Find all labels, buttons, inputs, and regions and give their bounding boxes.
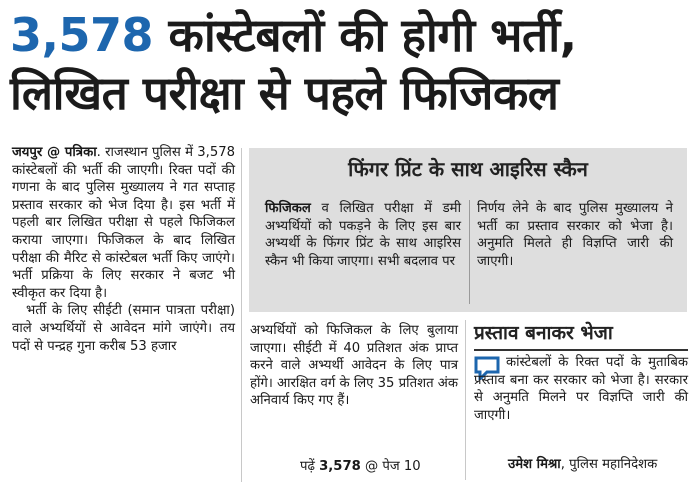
right-quote <box>474 354 688 424</box>
headline-number: 3,578 <box>10 8 154 62</box>
left-paragraph-1 <box>12 144 235 302</box>
page-ref-prefix: पढ़ें <box>300 459 320 474</box>
box-title: फिंगर प्रिंट के साथ आइरिस स्कैन <box>348 157 588 181</box>
quote-text: कांस्टेबलों के रिक्त पदों के मुताबिक प्रस्ताव बना कर सरकार को भेजा है। सरकार से अनुमति मिलने पर विज्ञप्ति जारी की जाएगी। <box>474 355 688 423</box>
left-paragraph-2-text: भर्ती के लिए सीईटी (समान पात्रता परीक्षा) वाले अभ्यर्थियों से आवेदन मांगे जाएंगे। तय पदों से पन्द्रह गुना करीब 53 हजार <box>12 303 235 354</box>
box-lead-word: फिजिकल <box>265 201 311 216</box>
headline <box>10 6 688 122</box>
box-column-1 <box>265 200 461 270</box>
column-divider-left <box>241 148 242 482</box>
info-box <box>249 148 687 312</box>
left-paragraph-1-text: . राजस्थान पुलिस में 3,578 कांस्टेबलों की भर्ती की जाएगी। रिक्त पदों की गणना के बाद पुलिस मुख्यालय ने गत सप्ताह प्रस्ताव सरकार को भेज दिया है। इस भर्ती में पहली बार लिखित परीक्षा से पहले फिजिकल कराया जाएगा। फिजिकल के बाद लिखित परीक्षा की मैरिट से कांस्टेबल भर्ती किए जाएंगे। भर्ती प्रक्रिया के लिए सरकार ने बजट भी स्वीकृत कर दिया है। <box>12 145 236 301</box>
column-divider-right <box>465 320 466 480</box>
signature-name: उमेश मिश्रा <box>508 457 561 472</box>
box-column-2: निर्णय लेने के बाद पुलिस मुख्यालय ने भर्ती का प्रस्ताव सरकार को भेजा है। अनुमति मिलते ही विज्ञप्ति जारी की जाएगी। <box>477 201 673 269</box>
subheading-rule <box>474 349 688 351</box>
headline-line-2: लिखित परीक्षा से पहले फिजिकल <box>10 66 559 120</box>
page-ref-suffix: @ पेज 10 <box>360 459 421 474</box>
signature-title: , पुलिस महानिदेशक <box>560 457 658 472</box>
dateline: जयपुर @ पत्रिका <box>12 145 97 160</box>
page-reference <box>300 458 421 476</box>
signature <box>508 456 657 474</box>
middle-column: अभ्यर्थियों को फिजिकल के लिए बुलाया जाएगा। सीईटी में 40 प्रतिशत अंक प्राप्त करने वाले अभ्यर्थी आवेदन के लिए पात्र होंगे। आरक्षित वर्ग के लिए 35 प्रतिशत अंक अनिवार्य किए गए हैं। <box>250 323 458 409</box>
left-column <box>12 144 235 355</box>
headline-line-1 <box>10 6 688 64</box>
left-paragraph-2 <box>12 302 235 355</box>
right-subheading: प्रस्ताव बनाकर भेजा <box>474 322 613 344</box>
headline-line-1-text: कांस्टेबलों की होगी भर्ती, <box>153 8 577 62</box>
page-ref-number: 3,578 <box>319 459 361 474</box>
box-divider <box>469 200 470 304</box>
box-column-1-text: व लिखित परीक्षा में डमी अभ्यर्थियों को पकड़ने के लिए इस बार अभ्यर्थी के फिंगर प्रिंट के साथ आइरिस स्कैन भी किया जाएगा। सभी बदलाव पर <box>265 201 461 269</box>
